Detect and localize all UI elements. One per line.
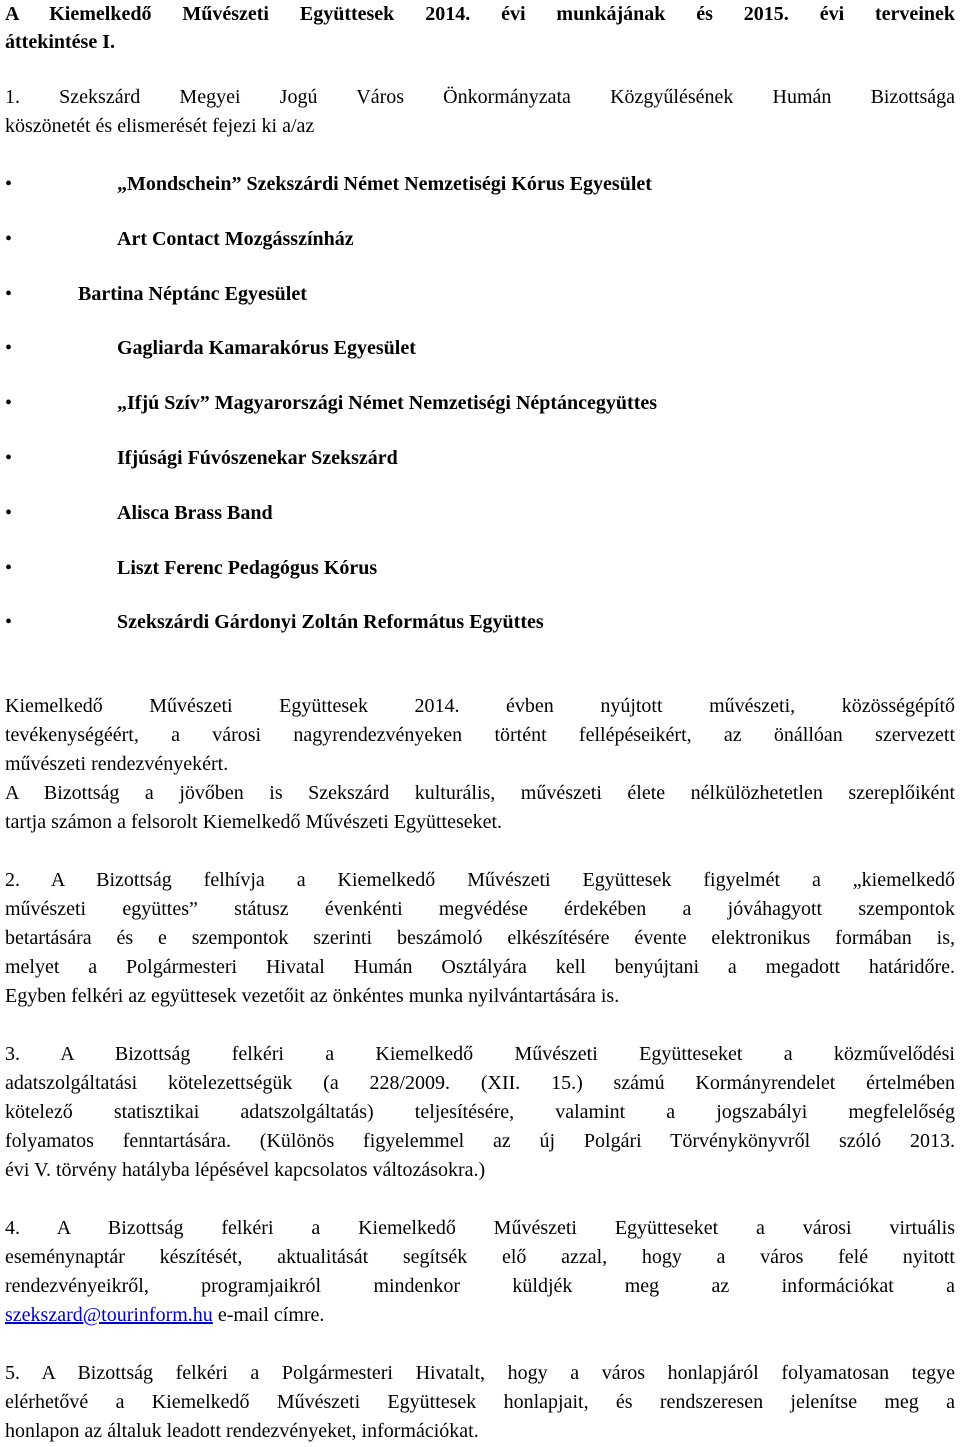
bullet-icon: •	[5, 282, 13, 305]
organization-name: Ifjúsági Fúvószenekar Szekszárd	[117, 446, 398, 469]
organization-name: Art Contact Mozgásszínház	[117, 227, 354, 250]
paragraph-line: Egyben felkéri az együttesek vezetőit az önkéntes munka nyilvántartására is.	[5, 985, 620, 1007]
organization-name: „Ifjú Szív” Magyarországi Német Nemzetiségi Néptáncegyüttes	[117, 392, 658, 415]
bullet-icon: •	[5, 556, 13, 579]
bullet-icon: •	[5, 446, 13, 469]
paragraph-line: folyamatos fenntartására. (Különös figyelemmel az új Polgári Törvénykönyvről szóló 2013.	[5, 1130, 955, 1152]
paragraph-line: tevékenységéért, a városi nagyrendezvényeken történt fellépéseikért, az önállóan szervezett	[5, 724, 955, 746]
paragraph-acknowledgement	[5, 692, 955, 837]
organization-name: Liszt Ferenc Pedagógus Kórus	[117, 556, 378, 579]
paragraph-line: kötelező statisztikai adatszolgáltatás) teljesítésére, valamint a jogszabályi megfelelőség	[5, 1101, 955, 1123]
organization-name: Alisca Brass Band	[117, 501, 273, 524]
organization-name: Bartina Néptánc Egyesület	[78, 282, 307, 305]
bullet-icon: •	[5, 227, 13, 250]
intro-paragraph	[5, 83, 955, 141]
bullet-icon: •	[5, 501, 13, 524]
paragraph-line: tartja számon a felsorolt Kiemelkedő Művészeti Együtteseket.	[5, 811, 503, 833]
paragraph-line: 2. A Bizottság felhívja a Kiemelkedő Művészeti Együttesek figyelmét a „kiemelkedő	[5, 869, 955, 891]
paragraph-3	[5, 1040, 955, 1185]
paragraph-5	[5, 1359, 955, 1446]
paragraph-line: 5. A Bizottság felkéri a Polgármesteri Hivatalt, hogy a város honlapjáról folyamatosan tegye	[5, 1362, 955, 1384]
email-tail-text: e-mail címre.	[212, 1304, 325, 1326]
paragraph-line: eseménynaptár készítését, aktualitását segítsék elő azzal, hogy a város felé nyitott	[5, 1246, 955, 1268]
paragraph-line: Kiemelkedő Művészeti Együttesek 2014. évben nyújtott művészeti, közösségépítő	[5, 695, 955, 717]
paragraph-line: elérhetővé a Kiemelkedő Művészeti Együttesek honlapjait, és rendszeresen jelenítse meg a	[5, 1391, 955, 1413]
intro-line: 1. Szekszárd Megyei Jogú Város Önkormányzata Közgyűlésének Humán Bizottsága	[5, 86, 955, 108]
email-link[interactable]: szekszard@tourinform.hu	[5, 1304, 213, 1326]
paragraph-line: rendezvényeikről, programjaikról mindenkor küldjék meg az információkat a	[5, 1275, 955, 1297]
paragraph-line: 4. A Bizottság felkéri a Kiemelkedő Művészeti Együtteseket a városi virtuális	[5, 1217, 955, 1239]
document-title-line-2: áttekintése I.	[5, 31, 115, 53]
document-title-line-1: A Kiemelkedő Művészeti Együttesek 2014. évi munkájának és 2015. évi terveinek	[5, 3, 955, 25]
intro-line: köszönetét és elismerését fejezi ki a/az	[5, 115, 315, 137]
paragraph-line: 3. A Bizottság felkéri a Kiemelkedő Művészeti Együtteseket a közművelődési	[5, 1043, 955, 1065]
bullet-icon: •	[5, 611, 13, 634]
bullet-icon: •	[5, 392, 13, 415]
paragraph-4	[5, 1214, 955, 1330]
paragraph-line	[5, 1301, 955, 1330]
paragraph-line: A Bizottság a jövőben is Szekszárd kulturális, művészeti élete nélkülözhetetlen szereplőiként	[5, 782, 955, 804]
paragraph-line: művészeti együttes” státusz évenkénti megvédése érdekében a jóváhagyott szempontok	[5, 898, 955, 920]
paragraph-line: honlapon az általuk leadott rendezvényeket, információkat.	[5, 1420, 479, 1442]
organization-name: Szekszárdi Gárdonyi Zoltán Református Együttes	[117, 611, 544, 634]
organization-name: Gagliarda Kamarakórus Egyesület	[117, 337, 416, 360]
paragraph-line: művészeti rendezvényekért.	[5, 753, 229, 775]
paragraph-2	[5, 866, 955, 1011]
bullet-icon: •	[5, 337, 13, 360]
organization-name: „Mondschein” Szekszárdi Német Nemzetiségi Kórus Egyesület	[117, 173, 652, 195]
paragraph-line: adatszolgáltatási kötelezettségük (a 228/2009. (XII. 15.) számú Kormányrendelet értelmében	[5, 1072, 955, 1094]
bullet-icon: •	[5, 173, 13, 195]
paragraph-line: melyet a Polgármesteri Hivatal Humán Osztályára kell benyújtani a megadott határidőre.	[5, 956, 955, 978]
paragraph-line: évi V. törvény hatályba lépésével kapcsolatos változásokra.)	[5, 1159, 486, 1181]
paragraph-line: betartására és e szempontok szerinti beszámoló elkészítésére évente elektronikus formában is,	[5, 927, 955, 949]
